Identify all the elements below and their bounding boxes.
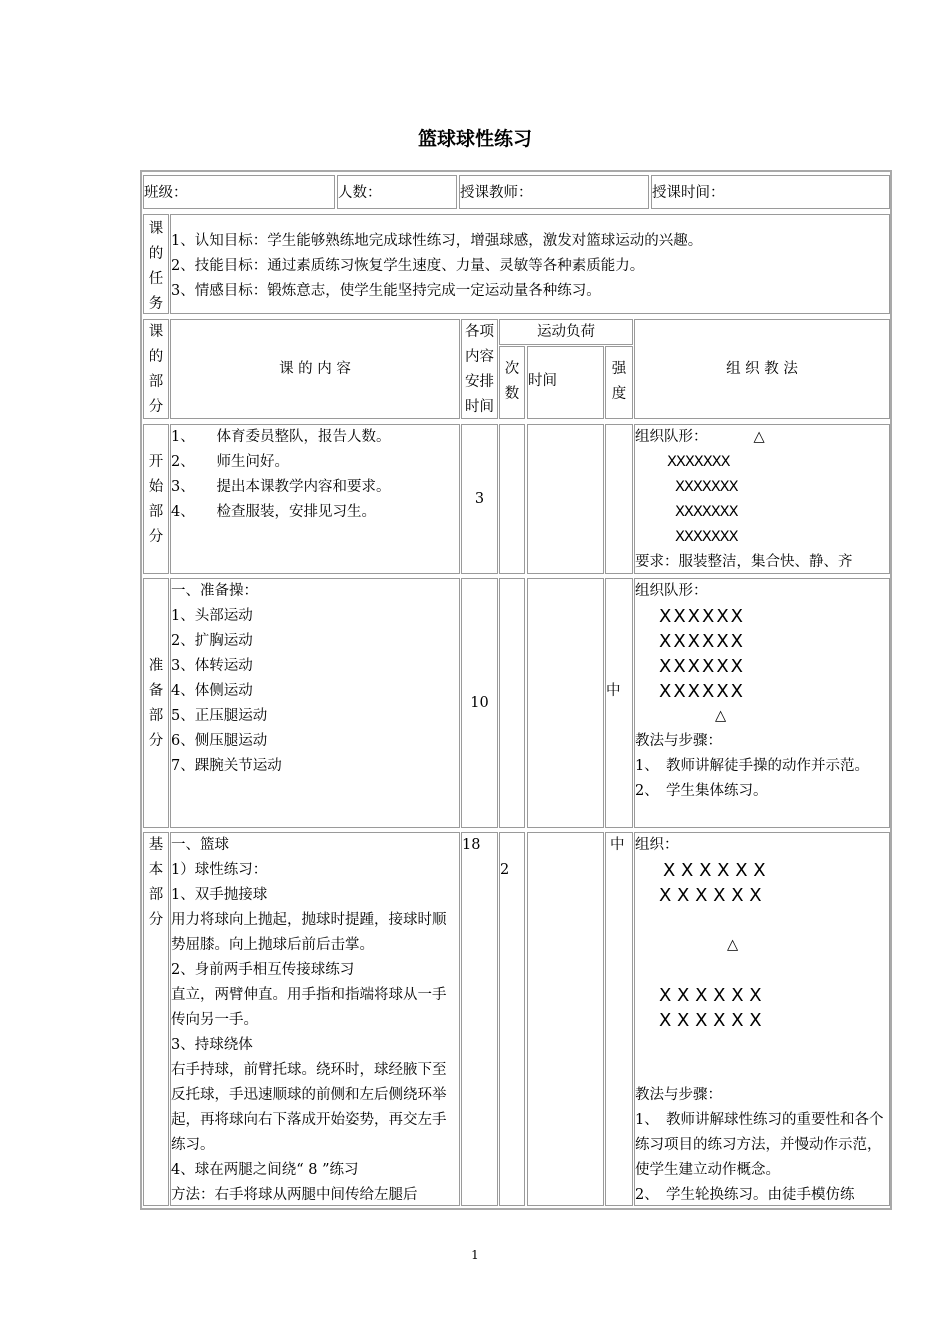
basic-intensity-value: 中 bbox=[610, 837, 625, 853]
teacher-position-triangle: △ bbox=[727, 937, 739, 953]
basic-part-char: 本 bbox=[148, 862, 164, 878]
col-part-char: 课 bbox=[148, 324, 164, 340]
start-part-char: 部 bbox=[148, 504, 164, 520]
prep-part-cell bbox=[143, 578, 169, 828]
task-goal-cognitive: 1、认知目标：学生能够熟练地完成球性练习，增强球感，激发对篮球运动的兴趣。 bbox=[171, 233, 703, 249]
basic-part-char: 基 bbox=[148, 837, 164, 853]
prep-item: 5、正压腿运动 bbox=[171, 708, 268, 724]
prep-method-cell bbox=[634, 578, 890, 828]
count-cell bbox=[337, 175, 457, 209]
prep-time-value: 10 bbox=[470, 694, 489, 711]
col-duration-header bbox=[527, 346, 604, 419]
basic-duration-cell bbox=[527, 832, 604, 1206]
prep-item: 4、体侧运动 bbox=[171, 683, 253, 699]
formation-row: XXXXXXX bbox=[675, 529, 738, 545]
col-intensity-char: 强 bbox=[611, 361, 627, 377]
formation-row: XXXXXX bbox=[659, 606, 745, 627]
basic-part-cell bbox=[143, 832, 169, 1206]
col-arrange-line: 时间 bbox=[465, 399, 494, 415]
col-times-char: 次 bbox=[504, 361, 520, 377]
start-part-char: 始 bbox=[148, 479, 164, 495]
start-times-cell bbox=[499, 424, 525, 574]
teacher-position-triangle: △ bbox=[753, 429, 765, 445]
formation-row: X X X X X X bbox=[659, 1010, 762, 1031]
basic-method-cell bbox=[634, 832, 890, 1206]
basic-times-cell bbox=[499, 832, 525, 1206]
col-method-header bbox=[634, 319, 890, 419]
start-content-cell bbox=[170, 424, 460, 574]
col-arrange-header bbox=[461, 319, 498, 419]
task-label-char: 课 bbox=[148, 221, 164, 237]
prep-part-char: 分 bbox=[148, 733, 164, 749]
col-content-label: 课 的 内 容 bbox=[279, 360, 351, 377]
basic-time-cell bbox=[461, 832, 498, 1206]
start-time-value: 3 bbox=[474, 490, 485, 507]
prep-intensity-cell bbox=[605, 578, 633, 828]
basic-line: 2、身前两手相互传接球练习 bbox=[171, 962, 355, 978]
prep-item: 2、扩胸运动 bbox=[171, 633, 253, 649]
basic-content-cell bbox=[170, 832, 460, 1206]
task-label-char: 任 bbox=[148, 271, 164, 287]
prep-item: 3、体转运动 bbox=[171, 658, 253, 674]
page-title: 篮球球性练习 bbox=[417, 128, 532, 150]
start-part-char: 开 bbox=[148, 454, 164, 470]
start-duration-cell bbox=[527, 424, 604, 574]
start-method-cell bbox=[634, 424, 890, 574]
basic-line: 3、持球绕体 bbox=[171, 1037, 253, 1053]
prep-content-cell bbox=[170, 578, 460, 828]
col-arrange-line: 内容 bbox=[465, 349, 494, 365]
formation-row: XXXXXXX bbox=[667, 454, 730, 470]
basic-part-char: 分 bbox=[148, 912, 164, 928]
col-part-char: 部 bbox=[148, 374, 164, 390]
start-org-text: 组织队形： bbox=[635, 429, 708, 445]
prep-item: 7、踝腕关节运动 bbox=[171, 758, 282, 774]
formation-row: X X X X X X bbox=[659, 885, 762, 906]
col-arrange-line: 各项 bbox=[465, 324, 494, 340]
task-label-cell bbox=[143, 214, 169, 314]
prep-part-char: 备 bbox=[148, 683, 164, 699]
basic-method-label: 教法与步骤： bbox=[635, 1087, 722, 1103]
col-part-char: 的 bbox=[148, 349, 164, 365]
task-label-char: 务 bbox=[148, 296, 164, 312]
col-intensity-char: 度 bbox=[611, 386, 627, 402]
prep-step: 2、 学生集体练习。 bbox=[635, 783, 768, 799]
basic-line: 用力将球向上抛起，抛球时提踵，接球时顺势屈膝。向上抛球后前后击掌。 bbox=[171, 912, 447, 953]
prep-part-char: 部 bbox=[148, 708, 164, 724]
class-cell bbox=[143, 175, 335, 209]
formation-row: XXXXXX bbox=[659, 631, 745, 652]
basic-times-value: 2 bbox=[500, 862, 510, 878]
spacer bbox=[635, 908, 889, 933]
basic-intensity-cell bbox=[605, 832, 633, 1206]
prep-item: 1、头部运动 bbox=[171, 608, 253, 624]
time-cell bbox=[651, 175, 890, 209]
spacer bbox=[635, 958, 889, 983]
basic-part-char: 部 bbox=[148, 887, 164, 903]
formation-row: XXXXXX bbox=[659, 656, 745, 677]
start-item: 4、 检查服装，安排见习生。 bbox=[171, 504, 376, 520]
prep-duration-cell bbox=[527, 578, 604, 828]
start-item: 1、 体育委员整队，报告人数。 bbox=[171, 429, 391, 445]
count-label: 人数： bbox=[338, 185, 382, 201]
prep-times-cell bbox=[499, 578, 525, 828]
task-content-cell bbox=[170, 214, 890, 314]
class-label: 班级： bbox=[144, 185, 188, 201]
start-item: 3、 提出本课教学内容和要求。 bbox=[171, 479, 391, 495]
start-requirement: 要求：服装整洁，集合快、静、齐 bbox=[635, 554, 853, 570]
formation-row: X X X X X X bbox=[663, 860, 766, 881]
prep-item: 一、准备操： bbox=[171, 583, 258, 599]
basic-line: 1）球性练习： bbox=[171, 862, 268, 878]
basic-line: 右手持球，前臂托球。绕环时，球经腋下至反托球，手迅速顺球的前侧和左后侧绕环举起，再将球向右下落成开始姿势，再交左手练习。 bbox=[171, 1062, 447, 1153]
teacher-label: 授课教师： bbox=[460, 185, 533, 201]
spacer bbox=[635, 1058, 889, 1083]
col-content-header bbox=[170, 319, 460, 419]
formation-row: XXXXXX bbox=[659, 681, 745, 702]
col-times-char: 数 bbox=[504, 386, 520, 402]
prep-item: 6、侧压腿运动 bbox=[171, 733, 268, 749]
basic-line: 方法：右手将球从两腿中间传给左腿后 bbox=[171, 1187, 418, 1203]
prep-part-char: 准 bbox=[148, 658, 164, 674]
start-time-cell bbox=[461, 424, 498, 574]
col-part-header bbox=[143, 319, 169, 419]
start-intensity-cell bbox=[605, 424, 633, 574]
formation-row: X X X X X X bbox=[659, 985, 762, 1006]
col-method-label: 组 织 教 法 bbox=[726, 360, 798, 377]
task-goal-emotion: 3、情感目标：锻炼意志，使学生能坚持完成一定运动量各种练习。 bbox=[171, 283, 601, 299]
start-org-label bbox=[635, 425, 889, 450]
col-duration-label: 时间 bbox=[528, 373, 557, 389]
col-intensity-header bbox=[605, 346, 633, 419]
task-goal-skill: 2、技能目标：通过素质练习恢复学生速度、力量、灵敏等各种素质能力。 bbox=[171, 258, 645, 274]
task-label-char: 的 bbox=[148, 246, 164, 262]
start-item: 2、 师生问好。 bbox=[171, 454, 289, 470]
spacer bbox=[635, 1033, 889, 1058]
col-arrange-line: 安排 bbox=[465, 374, 494, 390]
lesson-time-label: 授课时间： bbox=[652, 185, 725, 201]
basic-step: 2、 学生轮换练习。由徒手模仿练 bbox=[635, 1187, 855, 1203]
basic-line: 1、双手抛接球 bbox=[171, 887, 268, 903]
basic-line: 一、篮球 bbox=[171, 837, 229, 853]
col-part-char: 分 bbox=[148, 399, 164, 415]
basic-org-label: 组织： bbox=[635, 837, 679, 853]
col-load-label: 运动负荷 bbox=[537, 323, 595, 340]
teacher-cell bbox=[459, 175, 649, 209]
col-times-header bbox=[499, 346, 525, 419]
page-number: 1 bbox=[471, 1248, 479, 1262]
col-load-header bbox=[499, 319, 633, 345]
teacher-position-triangle: △ bbox=[715, 708, 727, 724]
prep-method-label: 教法与步骤： bbox=[635, 733, 722, 749]
start-part-char: 分 bbox=[148, 529, 164, 545]
basic-line: 4、球在两腿之间绕“ 8 ”练习 bbox=[171, 1162, 359, 1178]
prep-step: 1、 教师讲解徒手操的动作并示范。 bbox=[635, 758, 869, 774]
basic-line: 直立，两臂伸直。用手指和指端将球从一手传向另一手。 bbox=[171, 987, 447, 1028]
formation-row: XXXXXXX bbox=[675, 479, 738, 495]
basic-time-value: 18 bbox=[462, 837, 481, 853]
prep-org-label: 组织队形： bbox=[635, 583, 708, 599]
formation-row: XXXXXXX bbox=[675, 504, 738, 520]
basic-step: 1、 教师讲解球性练习的重要性和各个练习项目的练习方法，并慢动作示范，使学生建立动作概念。 bbox=[635, 1112, 884, 1178]
start-part-cell bbox=[143, 424, 169, 574]
prep-intensity-value: 中 bbox=[606, 683, 621, 699]
prep-time-cell bbox=[461, 578, 498, 828]
